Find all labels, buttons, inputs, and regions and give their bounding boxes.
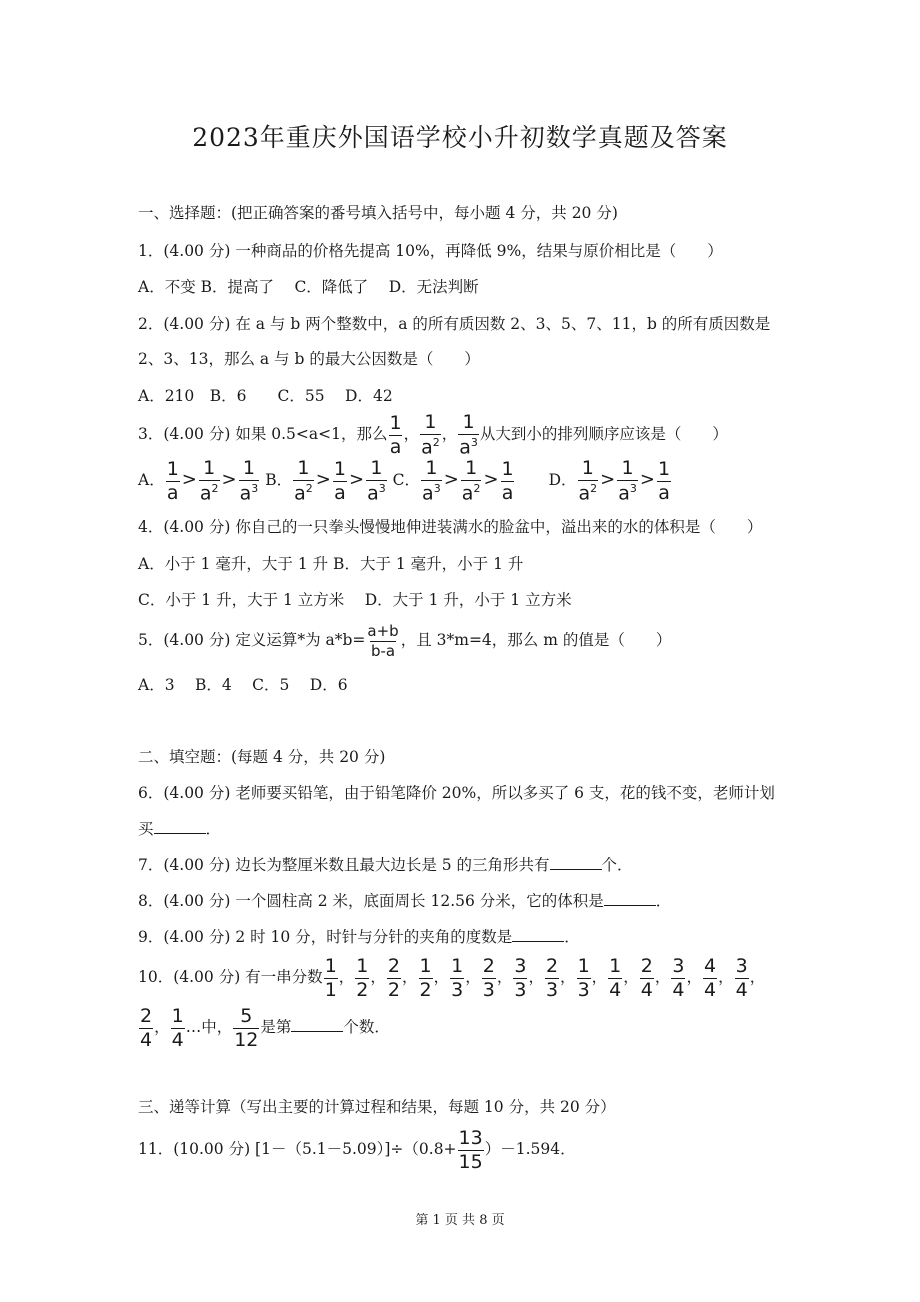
q2-stem-line2: 2、3、13，那么 a 与 b 的最大公因数是（ ） — [138, 350, 480, 368]
q3-options — [138, 458, 672, 503]
q10-line1 — [138, 954, 765, 1000]
fraction-1-over-a3: $\frac{1}{a^3}$ — [618, 456, 637, 505]
q11-prefix: 11．(10.00 分) [1－（5.1－5.09）]÷（0.8+ — [138, 1140, 457, 1158]
q3-prefix: 3．(4.00 分) 如果 0.5<a<1，那么 — [138, 425, 388, 443]
sequence-fraction: $\frac{1}{3}$ — [577, 954, 590, 1001]
comma: ， — [591, 968, 608, 986]
comma: ， — [441, 425, 458, 443]
greater-than: > — [315, 469, 331, 490]
option-d-label: D． — [548, 471, 577, 489]
q10-fraction-sequence — [323, 954, 766, 1001]
page-footer: 第 1 页 共 8 页 — [415, 1213, 505, 1228]
q5-suffix: ，且 3*m=4，那么 m 的值是（ ） — [400, 631, 672, 649]
q4-options-line1: A．小于 1 毫升，大于 1 升 B．大于 1 毫升，小于 1 升 — [138, 555, 524, 573]
q1-options: A．不变 B．提高了 C．降低了 D．无法判断 — [138, 278, 479, 296]
greater-than: > — [600, 469, 616, 490]
q10-prefix: 10．(4.00 分) 有一串分数 — [138, 968, 323, 986]
sequence-fraction: $\frac{2}{3}$ — [545, 954, 559, 1001]
fraction-1-over-a: $\frac{1}{a}$ — [501, 457, 514, 504]
q6-end: ． — [205, 820, 222, 838]
comma: ， — [465, 968, 481, 986]
fraction-1-over-a2: $\frac{1}{a^2}$ — [199, 456, 219, 505]
fraction-1-over-a2: $\frac{1}{a^2}$ — [421, 410, 440, 459]
fraction-1-over-a3: $\frac{1}{a^3}$ — [367, 456, 386, 505]
comma: ， — [718, 968, 734, 986]
sequence-fraction: $\frac{2}{4}$ — [640, 954, 653, 1001]
option-a-label: A． — [138, 471, 165, 489]
comma: ， — [749, 968, 766, 986]
comma: ， — [654, 968, 671, 986]
q5-stem — [138, 618, 671, 662]
q9-stem — [138, 926, 580, 948]
greater-than: > — [221, 469, 237, 490]
sequence-fraction: $\frac{4}{4}$ — [704, 954, 717, 1001]
fraction-1-over-a3: $\frac{1}{a^3}$ — [239, 456, 259, 505]
sequence-fraction: $\frac{1}{1}$ — [324, 954, 337, 1001]
fraction-1-over-a2: $\frac{1}{a^2}$ — [294, 456, 313, 505]
q6-stem-line1: 6．(4.00 分) 老师要买铅笔，由于铅笔降价 20%，所以多买了 6 支，花的钱不变，老师计划 — [138, 784, 775, 802]
q9-end: ． — [564, 928, 580, 946]
q11-suffix: ）－1.594． — [484, 1140, 576, 1158]
q1-stem: 1．(4.00 分) 一种商品的价格先提高 10%，再降低 9%，结果与原价相比是（ ） — [138, 242, 723, 260]
q4-options-line2: C．小于 1 升，大于 1 立方米 D．大于 1 升，小于 1 立方米 — [138, 591, 572, 609]
q3-suffix: 从大到小的排列顺序应该是（ ） — [479, 425, 728, 443]
fraction-1-over-a3: $\frac{1}{a^3}$ — [422, 456, 441, 505]
option-b-label: B． — [265, 471, 293, 489]
fraction-1-over-a2: $\frac{1}{a^2}$ — [461, 456, 481, 505]
answer-blank — [291, 1017, 343, 1032]
q10-fraction-sequence-cont — [138, 1004, 186, 1051]
q5-prefix: 5．(4.00 分) 定义运算*为 a*b= — [138, 631, 366, 649]
answer-blank — [604, 891, 656, 906]
q8-end: ． — [655, 892, 672, 910]
comma: ， — [623, 968, 639, 986]
comma: ， — [154, 1018, 170, 1036]
comma: ， — [402, 968, 418, 986]
sequence-fraction: $\frac{1}{3}$ — [451, 954, 464, 1001]
q6-text: 买 — [138, 820, 154, 838]
comma: ， — [338, 968, 355, 986]
greater-than: > — [348, 469, 365, 490]
comma: ， — [528, 968, 544, 986]
comma: ， — [560, 968, 576, 986]
sequence-fraction: $\frac{3}{4}$ — [672, 954, 685, 1001]
sequence-fraction: $\frac{2}{2}$ — [387, 954, 400, 1001]
q7-stem — [138, 854, 633, 876]
sequence-fraction: $\frac{3}{3}$ — [514, 954, 527, 1001]
option-c-label: C． — [392, 471, 421, 489]
answer-blank — [550, 855, 602, 870]
sequence-fraction: $\frac{1}{2}$ — [356, 954, 369, 1001]
fraction-1-over-a: $\frac{1}{a}$ — [166, 457, 179, 504]
q2-options: A．210 B．6 C．55 D．42 — [138, 387, 393, 405]
q5-options: A．3 B．4 C．5 D．6 — [138, 676, 348, 694]
q10-text: 是第 — [260, 1018, 292, 1036]
fraction-1-over-a2: $\frac{1}{a^2}$ — [578, 456, 598, 505]
sequence-fraction: $\frac{2}{4}$ — [140, 1004, 153, 1051]
fraction-1-over-a: $\frac{1}{a}$ — [333, 457, 346, 504]
fraction-target: $\frac{5}{12}$ — [234, 1004, 259, 1051]
fraction-1-over-a: $\frac{1}{a}$ — [658, 457, 671, 504]
comma: ， — [433, 968, 450, 986]
section1-heading: 一、选择题：(把正确答案的番号填入括号中，每小题 4 分，共 20 分) — [138, 204, 618, 222]
q4-stem: 4．(4.00 分) 你自己的一只拳头慢慢地伸进装满水的脸盆中，溢出来的水的体积是（ ） — [138, 518, 763, 536]
q10-line2 — [138, 1004, 390, 1050]
q11-stem — [138, 1126, 576, 1172]
sequence-fraction: $\frac{2}{3}$ — [482, 954, 495, 1001]
page-title: 2023年重庆外国语学校小升初数学真题及答案 — [192, 123, 728, 152]
section2-heading: 二、填空题：(每题 4 分，共 20 分) — [138, 748, 386, 766]
sequence-fraction: $\frac{1}{4}$ — [609, 954, 622, 1001]
q3-stem — [138, 412, 728, 457]
sequence-fraction: $\frac{1}{4}$ — [171, 1004, 184, 1051]
q9-text: 9．(4.00 分) 2 时 10 分，时针与分针的夹角的度数是 — [138, 928, 513, 946]
comma: ， — [403, 425, 420, 443]
greater-than: > — [639, 469, 655, 490]
greater-than: > — [483, 469, 499, 490]
q10-end: 个数． — [343, 1018, 390, 1036]
greater-than: > — [443, 469, 459, 490]
sequence-fraction: $\frac{1}{2}$ — [419, 954, 432, 1001]
section3-heading: 三、递等计算（写出主要的计算过程和结果，每题 10 分，共 20 分） — [138, 1098, 616, 1116]
comma: ， — [370, 968, 386, 986]
q8-text: 8．(4.00 分) 一个圆柱高 2 米，底面周长 12.56 分米，它的体积是 — [138, 892, 604, 910]
answer-blank — [512, 927, 564, 942]
q6-stem-line2 — [138, 818, 221, 840]
fraction-13-over-15: $\frac{13}{15}$ — [458, 1126, 483, 1173]
fraction-a-plus-b-over-b-minus-a: $\frac{a+b}{b-a}$ — [367, 621, 399, 660]
q8-stem — [138, 890, 671, 912]
comma: ， — [496, 968, 513, 986]
answer-blank — [154, 819, 206, 834]
fraction-1-over-a3: $\frac{1}{a^3}$ — [459, 410, 478, 459]
greater-than: > — [181, 469, 197, 490]
q2-stem-line1: 2．(4.00 分) 在 a 与 b 两个整数中，a 的所有质因数 2、3、5、7、11，b 的所有质因数是 — [138, 315, 771, 333]
q10-middle: …中， — [185, 1018, 233, 1036]
sequence-fraction: $\frac{3}{4}$ — [735, 954, 748, 1001]
comma: ， — [686, 968, 702, 986]
q7-end: 个． — [601, 856, 633, 874]
fraction-1-over-a: $\frac{1}{a}$ — [389, 411, 402, 458]
q7-text: 7．(4.00 分) 边长为整厘米数且最大边长是 5 的三角形共有 — [138, 856, 550, 874]
